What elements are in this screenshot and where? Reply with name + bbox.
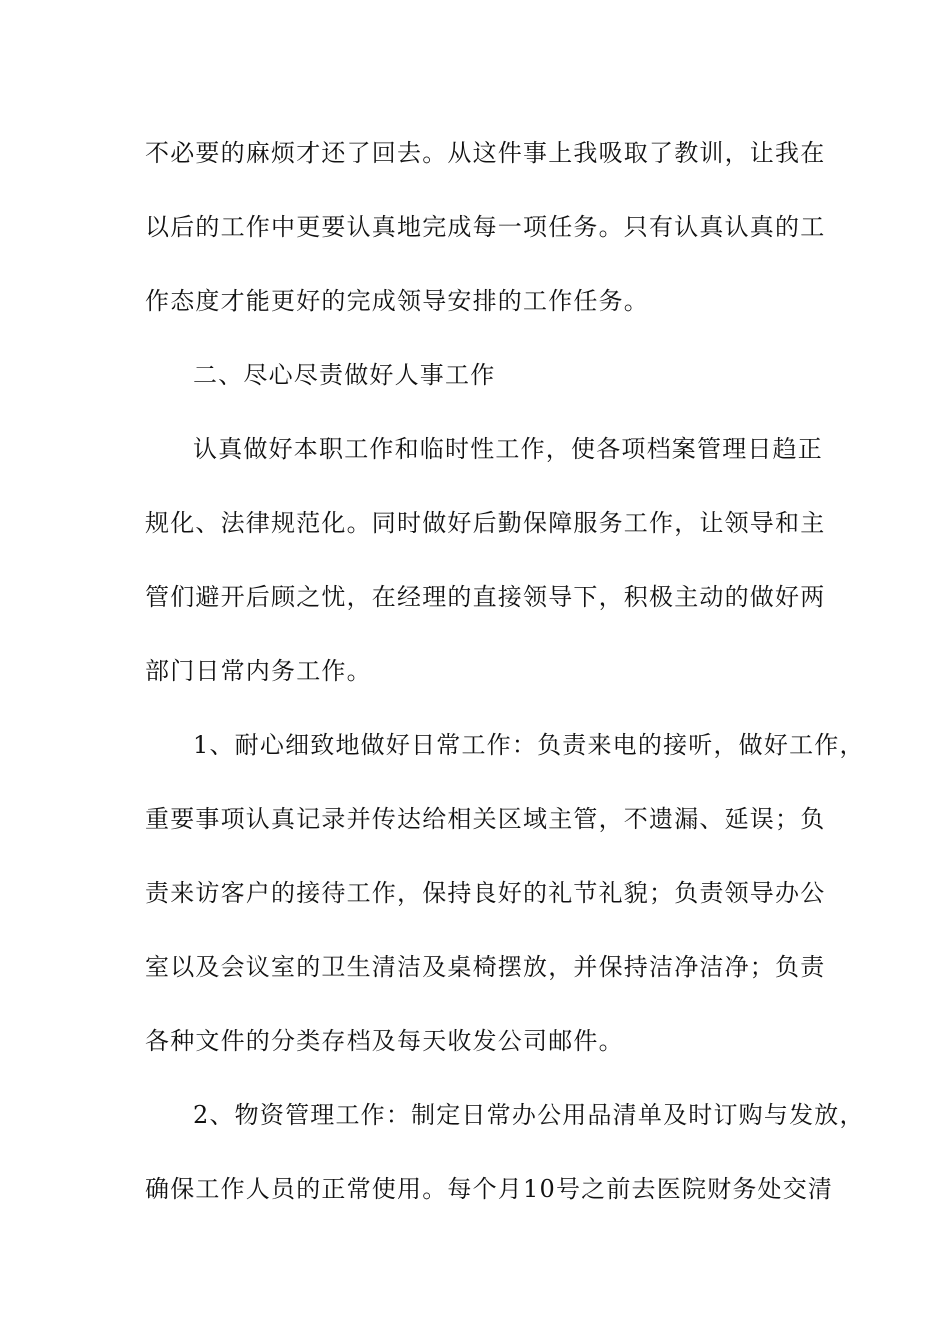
list-item-line: 重要事项认真记录并传达给相关区域主管，不遗漏、延误；负 [145,805,826,833]
list-item-line: 室以及会议室的卫生清洁及桌椅摆放，并保持洁净洁净；负责 [145,953,826,981]
list-item-line: 1、耐心细致地做好日常工作：负责来电的接听，做好工作， [193,731,865,759]
section-heading: 二、尽心尽责做好人事工作 [193,361,496,389]
paragraph-line: 规化、法律规范化。同时做好后勤保障服务工作，让领导和主 [145,509,826,537]
paragraph-line: 认真做好本职工作和临时性工作，使各项档案管理日趋正 [193,435,823,463]
list-item-line: 责来访客户的接待工作，保持良好的礼节礼貌；负责领导办公 [145,879,826,907]
list-item-line: 各种文件的分类存档及每天收发公司邮件。 [145,1027,624,1055]
paragraph-line: 作态度才能更好的完成领导安排的工作任务。 [145,287,649,315]
list-item-line: 2、物资管理工作：制定日常办公用品清单及时订购与发放， [193,1101,865,1129]
list-item-line: 确保工作人员的正常使用。每个月10号之前去医院财务处交清 [145,1175,834,1203]
paragraph-line: 管们避开后顾之忧，在经理的直接领导下，积极主动的做好两 [145,583,826,611]
paragraph-line: 部门日常内务工作。 [145,657,372,685]
document-body [145,127,865,1237]
paragraph-line: 以后的工作中更要认真地完成每一项任务。只有认真认真的工 [145,213,826,241]
paragraph-line: 不必要的麻烦才还了回去。从这件事上我吸取了教训，让我在 [145,139,826,167]
